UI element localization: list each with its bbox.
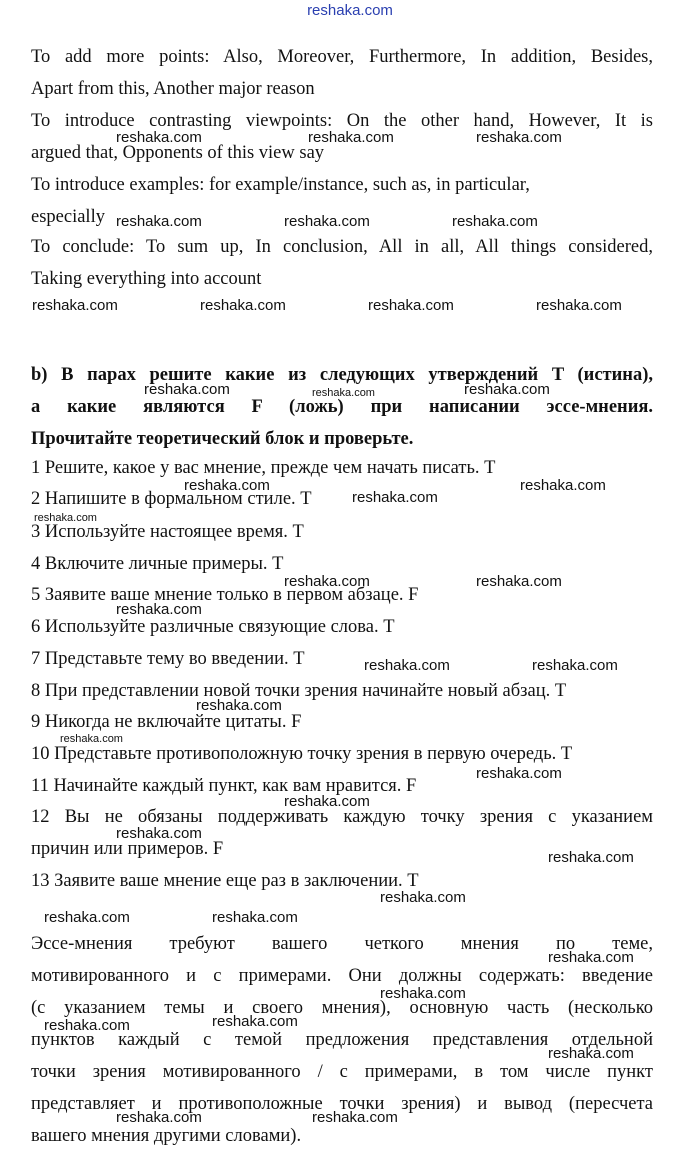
statement-7: 7 Представьте тему во введении. T <box>31 649 305 669</box>
watermark-text: reshaka.com <box>116 213 202 230</box>
linkers-examples-line-2: especially <box>31 207 105 227</box>
watermark-text: reshaka.com <box>520 477 606 494</box>
linkers-more-points-line-2: Apart from this, Another major reason <box>31 79 315 99</box>
linkers-contrast-line-1: To introduce contrasting viewpoints: On the other hand, However, It is <box>31 111 653 131</box>
watermark-text: reshaka.com <box>44 909 130 926</box>
watermark-text: reshaka.com <box>536 297 622 314</box>
watermark-text: reshaka.com <box>60 733 123 745</box>
linkers-contrast-line-2: argued that, Opponents of this view say <box>31 143 325 163</box>
watermark-text: reshaka.com <box>548 849 634 866</box>
statement-4: 4 Включите личные примеры. T <box>31 554 284 574</box>
watermark-text: reshaka.com <box>44 1017 130 1034</box>
watermark-text: reshaka.com <box>116 129 202 146</box>
watermark-text: reshaka.com <box>380 985 466 1002</box>
watermark-text: reshaka.com <box>548 1045 634 1062</box>
watermark-text: reshaka.com <box>308 129 394 146</box>
watermark-text: reshaka.com <box>364 657 450 674</box>
statement-3: 3 Используйте настоящее время. T <box>31 522 304 542</box>
watermark-text: reshaka.com <box>452 213 538 230</box>
summary-line-4: пунктов каждый с темой предложения представления отдельной <box>31 1030 653 1050</box>
watermark-text: reshaka.com <box>116 825 202 842</box>
watermark-text: reshaka.com <box>352 489 438 506</box>
linkers-conclude-line-1: To conclude: To sum up, In conclusion, All in all, All things considered, <box>31 237 653 257</box>
watermark-text: reshaka.com <box>34 512 97 524</box>
watermark-text: reshaka.com <box>200 297 286 314</box>
linkers-conclude-line-2: Taking everything into account <box>31 269 262 289</box>
summary-line-7: вашего мнения другими словами). <box>31 1126 302 1146</box>
summary-line-1: Эссе-мнения требуют вашего четкого мнения по теме, <box>31 934 653 954</box>
watermark-text: reshaka.com <box>284 213 370 230</box>
task-heading-line-2: а какие являются F (ложь) при написании эссе-мнения. <box>31 397 653 417</box>
watermark-text: reshaka.com <box>476 573 562 590</box>
statement-12-line-2: причин или примеров. F <box>31 839 224 859</box>
watermark-text: reshaka.com <box>196 697 282 714</box>
watermark-text: reshaka.com <box>184 477 270 494</box>
watermark-text: reshaka.com <box>532 657 618 674</box>
statement-12-line-1: 12 Вы не обязаны поддерживать каждую точку зрения с указанием <box>31 807 653 827</box>
watermark-text: reshaka.com <box>368 297 454 314</box>
watermark-text: reshaka.com <box>284 793 370 810</box>
task-heading-line-1: b) В парах решите какие из следующих утверждений T (истина), <box>31 365 653 385</box>
linkers-more-points-line-1: To add more points: Also, Moreover, Furthermore, In addition, Besides, <box>31 47 653 67</box>
statement-10: 10 Представьте противоположную точку зрения в первую очередь. T <box>31 744 573 764</box>
watermark-text: reshaka.com <box>32 297 118 314</box>
watermark-text: reshaka.com <box>144 381 230 398</box>
header-watermark: reshaka.com <box>307 2 393 19</box>
statement-1: 1 Решите, какое у вас мнение, прежде чем начать писать. T <box>31 458 496 478</box>
task-heading-line-3: Прочитайте теоретический блок и проверьте. <box>31 429 414 449</box>
statement-5: 5 Заявите ваше мнение только в первом абзаце. F <box>31 585 419 605</box>
statement-6: 6 Используйте различные связующие слова. T <box>31 617 395 637</box>
statement-11: 11 Начинайте каждый пункт, как вам нравится. F <box>31 776 417 796</box>
statement-2: 2 Напишите в формальном стиле. T <box>31 489 312 509</box>
watermark-text: reshaka.com <box>312 387 375 399</box>
watermark-text: reshaka.com <box>476 765 562 782</box>
watermark-text: reshaka.com <box>212 909 298 926</box>
statement-8: 8 При представлении новой точки зрения начинайте новый абзац. T <box>31 681 567 701</box>
watermark-text: reshaka.com <box>380 889 466 906</box>
statement-9: 9 Никогда не включайте цитаты. F <box>31 712 302 732</box>
watermark-text: reshaka.com <box>464 381 550 398</box>
linkers-examples-line-1: To introduce examples: for example/instance, such as, in particular, <box>31 175 530 195</box>
watermark-text: reshaka.com <box>284 573 370 590</box>
watermark-text: reshaka.com <box>212 1013 298 1030</box>
summary-line-5: точки зрения мотивированного / с примерами, в том числе пункт <box>31 1062 653 1082</box>
watermark-text: reshaka.com <box>116 601 202 618</box>
watermark-text: reshaka.com <box>476 129 562 146</box>
summary-line-3: (с указанием темы и своего мнения), основную часть (несколько <box>31 998 653 1018</box>
statement-13: 13 Заявите ваше мнение еще раз в заключении. T <box>31 871 419 891</box>
summary-line-2: мотивированного и с примерами. Они должны содержать: введение <box>31 966 653 986</box>
summary-line-6: представляет и противоположные точки зрения) и вывод (пересчета <box>31 1094 653 1114</box>
watermark-text: reshaka.com <box>116 1109 202 1126</box>
watermark-text: reshaka.com <box>548 949 634 966</box>
watermark-text: reshaka.com <box>312 1109 398 1126</box>
